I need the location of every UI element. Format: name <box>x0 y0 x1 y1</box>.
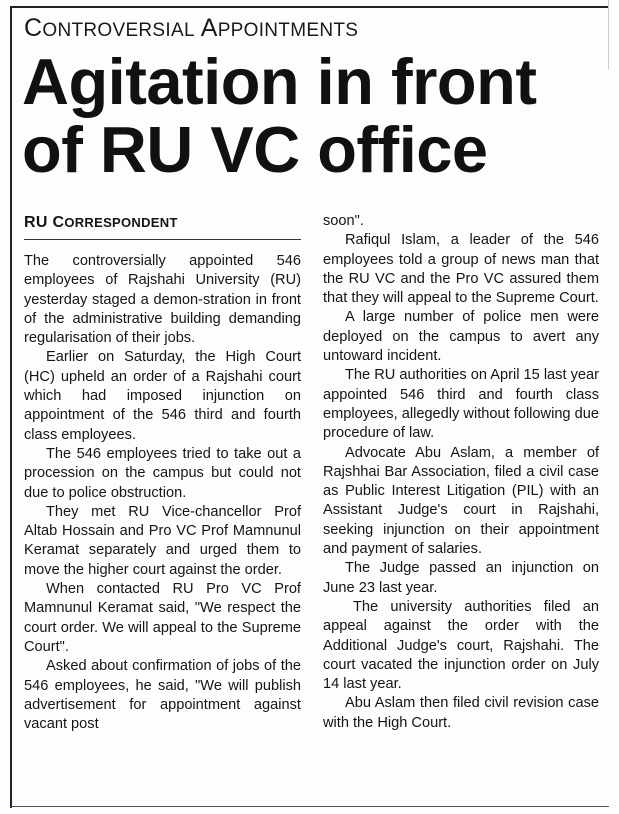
paragraph: The Judge passed an injunction on June 23 last year. <box>323 560 599 596</box>
top-rule <box>10 6 609 8</box>
paragraph: Abu Aslam then filed civil revision case with the High Court. <box>323 695 599 731</box>
headline-line-1: Agitation in front <box>22 45 537 118</box>
paragraph: The university authorities filed an appeal against the order with the Additional Judge's court, Rajshahi. The court vacated the injunction order on July 14 last year. <box>323 598 599 693</box>
bottom-rule <box>10 806 609 807</box>
paragraph: Rafiqul Islam, a leader of the 546 employees told a group of news man that the RU VC and the Pro VC assured them that they will appeal to the Supreme Court. <box>323 232 599 307</box>
paragraph: They met RU Vice-chancellor Prof Altab Hossain and Pro VC Prof Mamnunul Keramat separately and urged them to move the higher court against the order. <box>24 503 301 578</box>
paragraph: Asked about confirmation of jobs of the 546 employees, he said, "We will publish advertisement for appointment against vacant post <box>24 658 301 733</box>
paragraph: Advocate Abu Aslam, a member of Rajshhai Bar Association, filed a civil case as Public Interest Litigation (PIL) with an Assistant Judge's court in Rajshahi, seeking injunction on their appointment and payment of salaries. <box>323 444 599 558</box>
paragraph: A large number of police men were deployed on the campus to avert any untoward incident. <box>323 309 599 365</box>
byline-rule <box>24 239 301 240</box>
paragraph: The 546 employees tried to take out a procession on the campus but could not due to police obstruction. <box>24 445 301 501</box>
paragraph: soon". <box>323 213 364 229</box>
left-rule <box>10 6 12 808</box>
headline <box>22 45 602 186</box>
byline: RU CORRESPONDENT <box>24 214 178 231</box>
right-edge-rule <box>608 0 609 70</box>
article-column-left <box>24 252 301 734</box>
paragraph: The controversially appointed 546 employees of Rajshahi University (RU) yesterday staged a demon-stration in front of the administrative building demanding regularisation of their jobs. <box>24 253 301 347</box>
paragraph: When contacted RU Pro VC Prof Mamnunul Keramat said, "We respect the court order. We will appeal to the Supreme Court". <box>24 581 301 655</box>
paragraph: The RU authorities on April 15 last year appointed 546 third and fourth class employees, allegedly without following due procedure of law. <box>323 367 599 442</box>
article-column-right <box>323 212 599 733</box>
section-kicker: CONTROVERSIAL APPOINTMENTS <box>24 14 359 42</box>
paragraph: Earlier on Saturday, the High Court (HC) upheld an order of a Rajshahi court which had imposed injunction on appointment of the 546 third and fourth class employees. <box>24 349 301 443</box>
headline-line-2: of RU VC office <box>22 113 488 186</box>
